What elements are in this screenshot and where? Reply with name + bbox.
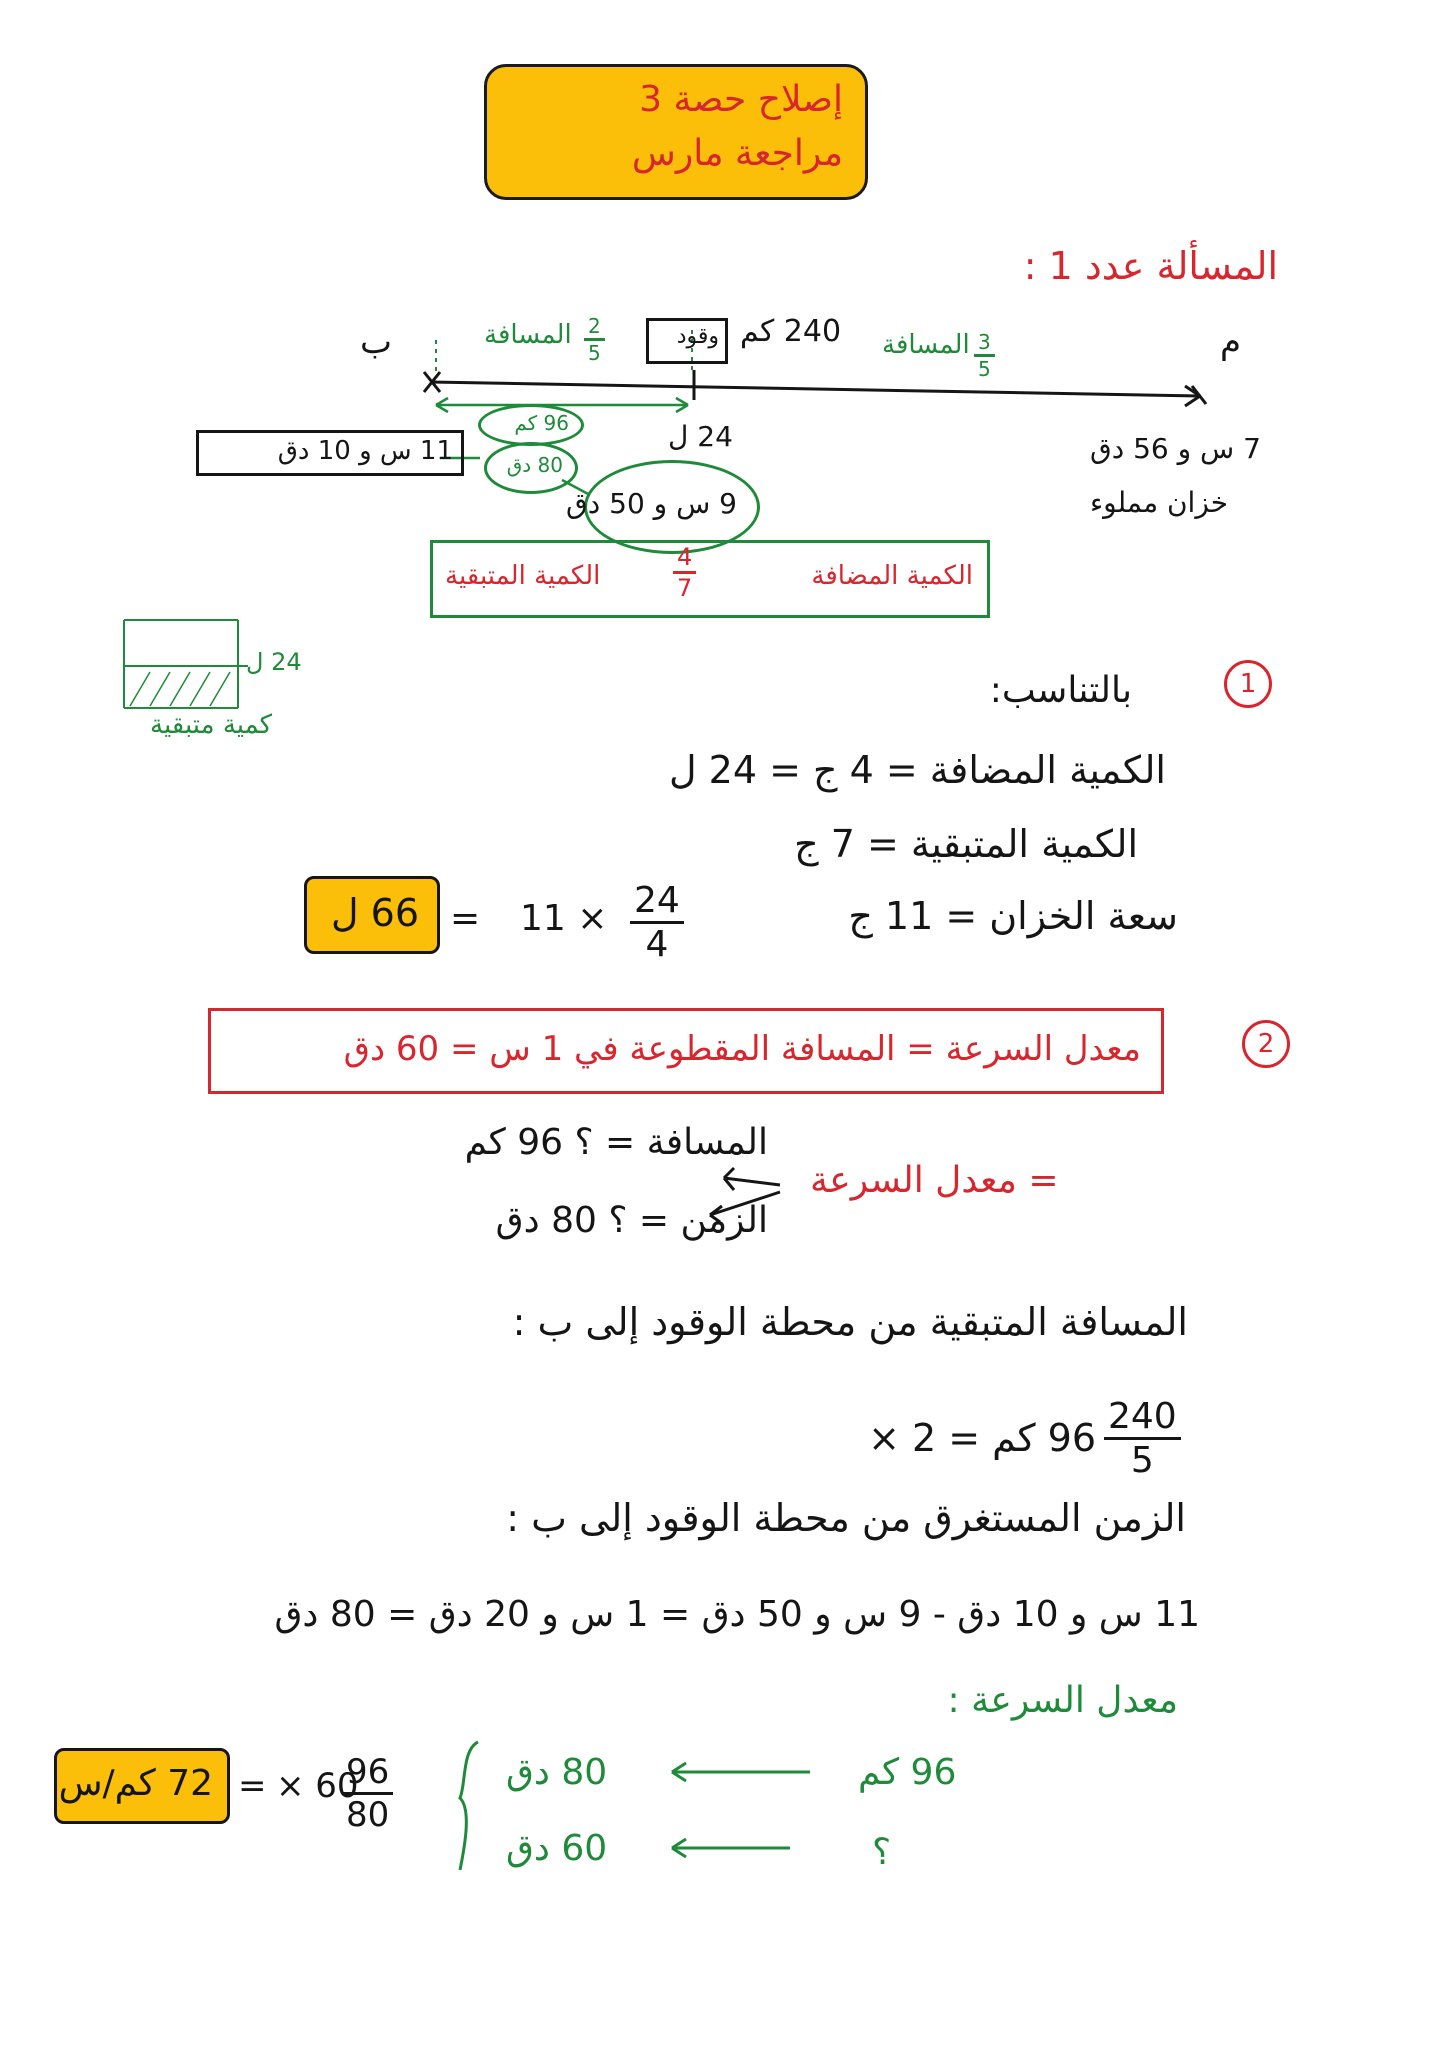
start-time: 7 س و 56 دق: [1090, 432, 1261, 465]
tank-label: كمية متبقية: [150, 710, 273, 740]
final-frac-den: 80: [346, 1795, 390, 1835]
speed-label: = معدل السرعة: [810, 1160, 1059, 1201]
ratio-num: 4: [673, 543, 696, 574]
time-title: الزمن المستغرق من محطة الوقود إلى ب :: [506, 1496, 1186, 1540]
speed-formula: معدل السرعة = المسافة المقطوعة في 1 س = 60 دق: [343, 1029, 1141, 1069]
left-fraction-text: المسافة: [484, 320, 572, 350]
speed-title: معدل السرعة :: [947, 1680, 1178, 1721]
table-row-1-right: 80 دق: [506, 1752, 608, 1793]
section-1-fraction: [630, 880, 684, 965]
green-80-oval: [484, 442, 578, 494]
right-fraction-num: 3: [974, 330, 995, 357]
green-96-label: 96 كم: [514, 411, 569, 435]
remaining-frac-den: 5: [1130, 1440, 1154, 1481]
section-1-number: 1: [1224, 660, 1272, 708]
tank-amount: 24 ل: [246, 648, 302, 676]
section-1-line-1: الكمية المضافة = 4 ج = 24 ل: [668, 748, 1166, 792]
section-1-frac-num: 24: [630, 880, 684, 924]
distance-question: المسافة = ؟ 96 كم: [464, 1122, 768, 1163]
ratio-fraction: [673, 543, 696, 602]
left-fraction: [584, 314, 605, 365]
time-question: الزمن = ؟ 80 دق: [495, 1200, 768, 1241]
distance-240-label: 240 كم: [740, 314, 842, 349]
table-row-2-right: 60 دق: [506, 1828, 608, 1869]
final-answer: 72 كم/س: [58, 1763, 213, 1804]
problem-heading: المسألة عدد 1 :: [1023, 244, 1278, 288]
remaining-fraction: [1104, 1396, 1181, 1481]
ratio-box: [430, 540, 990, 618]
section-1-equals: =: [450, 898, 481, 939]
section-1-line-3: سعة الخزان = 11 ج: [848, 894, 1178, 938]
ratio-left-text: الكمية المضافة: [811, 561, 973, 591]
section-1-answer: 66 ل: [330, 891, 419, 935]
speed-formula-box: [208, 1008, 1164, 1094]
ratio-den: 7: [677, 574, 693, 602]
remaining-distance-title: المسافة المتبقية من محطة الوقود إلى ب :: [512, 1300, 1188, 1344]
table-row-1-left: 96 كم: [858, 1752, 957, 1793]
station-box: [646, 318, 728, 364]
right-fraction-text: المسافة: [882, 330, 970, 360]
section-1-line-2: الكمية المتبقية = 7 ج: [794, 822, 1138, 866]
remaining-calc: 96 كم = 2 ×: [868, 1416, 1096, 1460]
final-times: × 60: [276, 1766, 359, 1806]
end-time: 11 س و 10 دق: [277, 436, 453, 466]
final-frac-num: 96: [342, 1752, 393, 1795]
section-2-number: 2: [1242, 1020, 1290, 1068]
ratio-right-text: الكمية المتبقية: [445, 561, 601, 591]
table-row-2-left: ؟: [872, 1832, 892, 1873]
point-m: م: [1220, 322, 1242, 362]
full-tank: خزان مملوء: [1090, 486, 1229, 519]
end-time-box: [196, 430, 464, 476]
section-1-heading: بالتناسب:: [989, 670, 1132, 711]
liters-24: 24 ل: [668, 420, 733, 453]
left-fraction-den: 5: [588, 341, 601, 365]
green-80-label: 80 دق: [506, 453, 563, 477]
right-fraction-den: 5: [978, 357, 991, 381]
section-1-frac-den: 4: [645, 924, 669, 965]
station-label: وقود: [676, 324, 719, 349]
title-line-2: مراجعة مارس: [631, 133, 843, 174]
time-calc: 11 س و 10 دق - 9 س و 50 دق = 1 س و 20 دق = 80 دق: [274, 1594, 1200, 1635]
left-fraction-num: 2: [584, 314, 605, 341]
section-1-times: 11 ×: [520, 898, 608, 939]
remaining-frac-num: 240: [1104, 1396, 1181, 1440]
title-line-1: إصلاح حصة 3: [639, 79, 843, 120]
right-fraction: [974, 330, 995, 381]
point-b: ب: [360, 322, 393, 362]
arrive-time: 9 س و 50 دق: [566, 487, 737, 520]
section-1-answer-box: [304, 876, 440, 954]
green-96-oval: [478, 404, 584, 446]
final-equals: =: [238, 1766, 267, 1806]
final-answer-box: [54, 1748, 230, 1824]
